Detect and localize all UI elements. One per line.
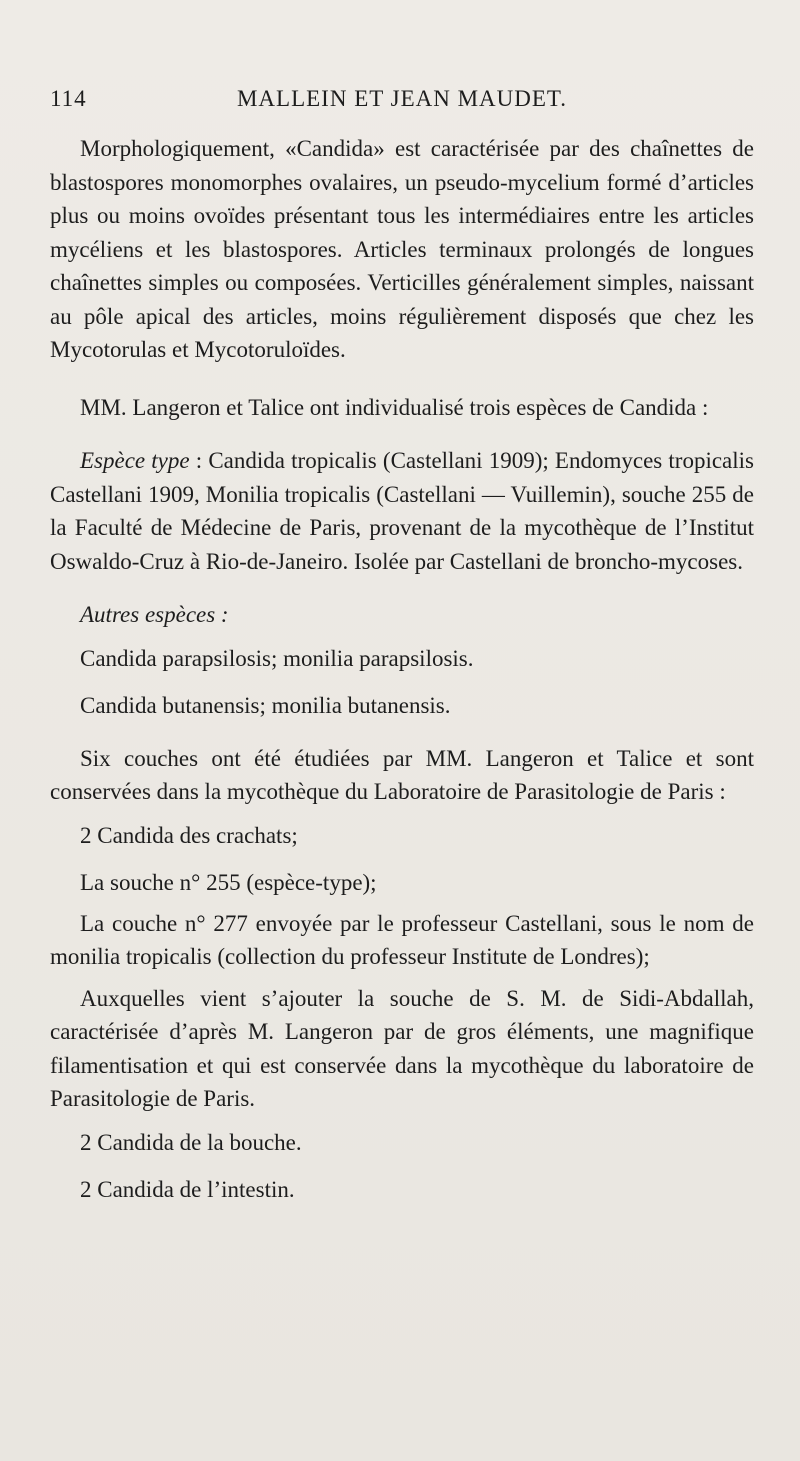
strain-item: 2 Candida de la bouche.: [80, 1129, 302, 1155]
type-species-label: Espèce type: [80, 448, 190, 473]
paragraph-type-species: [50, 444, 754, 578]
species-item: Candida butanensis; monilia butanensis.: [80, 692, 451, 718]
other-species-list: [50, 642, 754, 722]
strain-item: La souche n° 255 (espèce-type);: [80, 869, 377, 895]
species-item: Candida parapsilosis; monilia parapsilosis.: [80, 645, 474, 671]
running-title: MALLEIN ET JEAN MAUDET.: [236, 86, 568, 111]
strain-list: [50, 819, 754, 899]
paragraph-morphology: Morphologiquement, «Candida» est caractérisée par des chaînettes de blastospores monomorphes ovalaires, un pseudo-mycelium formé d’articles plus ou moins ovoïdes présentant tous les intermédiaires entre les articles mycéliens et les blastospores. Articles terminaux prolongés de longues chaînettes simples ou composées. Verticilles généralement simples, naissant au pôle apical des articles, moins régulièrement disposés que chez les Mycotorulas et Mycotoruloïdes.: [50, 136, 754, 362]
strain-item: 2 Candida de l’intestin.: [80, 1176, 295, 1202]
running-header: [50, 86, 754, 126]
paragraph-species-intro: MM. Langeron et Talice ont individualisé trois espèces de Candida :: [80, 394, 709, 420]
type-species-text: : Candida tropicalis (Castellani 1909); Endomyces tropicalis Castellani 1909, Monilia tropicalis (Castellani — Vuillemin), souche 255 de la Faculté de Médecine de Paris, provenant de la mycothèque de l’Institut Oswaldo-Cruz à Rio-de-Janeiro. Isolée par Castellani de broncho-mycoses.: [50, 448, 754, 574]
paragraph-strain-277: La couche n° 277 envoyée par le professeur Castellani, sous le nom de monilia tropicalis (collection du professeur Institute de Londres);: [50, 910, 754, 969]
paragraph-six-strains: Six couches ont été étudiées par MM. Langeron et Talice et sont conservées dans la mycothèque du Laboratoire de Parasitologie de Paris :: [50, 745, 754, 804]
final-strain-list: [50, 1126, 754, 1206]
other-species-heading: Autres espèces :: [80, 602, 229, 627]
paragraph-sidi-abdallah: Auxquelles vient s’ajouter la souche de S. M. de Sidi-Abdallah, caractérisée d’après M. Langeron par de gros éléments, une magnifique filamentisation et qui est conservée dans la mycothèque du laboratoire de Parasitologie de Paris.: [50, 985, 754, 1111]
strain-item: 2 Candida des crachats;: [80, 822, 298, 848]
page-number: 114: [50, 86, 87, 111]
